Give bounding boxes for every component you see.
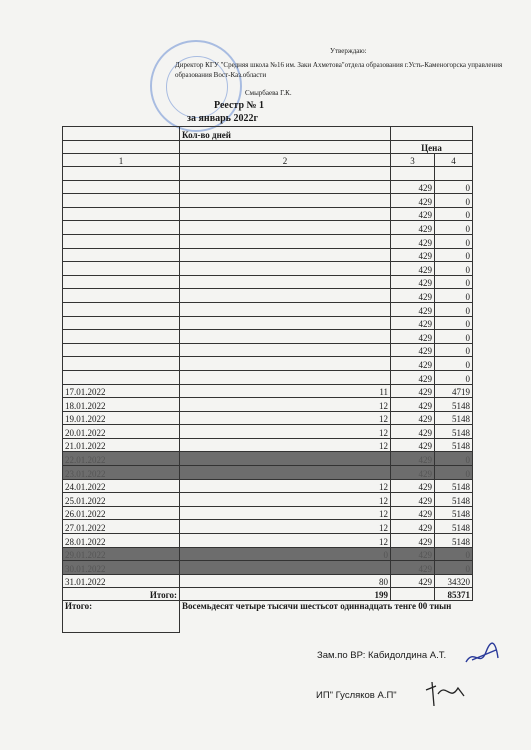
date-cell: [63, 221, 180, 235]
price-cell: 429: [391, 398, 435, 412]
days-cell: 12: [180, 398, 391, 412]
price-cell: 429: [391, 194, 435, 208]
date-cell: 23.01.2022: [63, 466, 180, 480]
days-cell: 12: [180, 425, 391, 439]
days-cell: [180, 343, 391, 357]
handwritten-signature: [420, 676, 470, 710]
date-cell: 29.01.2022: [63, 547, 180, 561]
column-number: 1: [63, 154, 180, 167]
days-cell: [180, 289, 391, 303]
table-row: [63, 248, 473, 262]
table-row: [63, 370, 473, 384]
table-row: [63, 180, 473, 194]
table-row: [63, 302, 473, 316]
date-cell: 24.01.2022: [63, 479, 180, 493]
date-cell: 25.01.2022: [63, 493, 180, 507]
table-row: [63, 343, 473, 357]
sum-cell: 5148: [435, 438, 473, 452]
days-cell: [180, 207, 391, 221]
table-row: [63, 479, 473, 493]
column-number: 3: [391, 154, 435, 167]
days-cell: 12: [180, 520, 391, 534]
days-cell: 80: [180, 574, 391, 588]
price-cell: 429: [391, 493, 435, 507]
sum-cell: 0: [435, 262, 473, 276]
price-cell: 429: [391, 506, 435, 520]
sum-cell: 5148: [435, 398, 473, 412]
days-cell: [180, 466, 391, 480]
table-header-row: [63, 141, 473, 154]
sum-cell: 5148: [435, 520, 473, 534]
price-cell: 429: [391, 221, 435, 235]
days-cell: [180, 357, 391, 371]
days-cell: 12: [180, 493, 391, 507]
table-row: [63, 275, 473, 289]
days-cell: 12: [180, 479, 391, 493]
date-cell: 31.01.2022: [63, 574, 180, 588]
price-cell: 429: [391, 520, 435, 534]
table-row: [63, 384, 473, 398]
registry-table: [62, 126, 473, 633]
price-cell: 429: [391, 180, 435, 194]
date-cell: [63, 262, 180, 276]
table-row: [63, 330, 473, 344]
date-cell: [63, 370, 180, 384]
sum-cell: 0: [435, 330, 473, 344]
table-row: [63, 520, 473, 534]
sum-cell: 0: [435, 466, 473, 480]
header-cell: [63, 141, 180, 154]
table-row: [63, 493, 473, 507]
date-cell: 27.01.2022: [63, 520, 180, 534]
table-row: [63, 425, 473, 439]
days-cell: 12: [180, 438, 391, 452]
table-row: [63, 411, 473, 425]
sum-cell: 0: [435, 234, 473, 248]
sum-cell: 0: [435, 275, 473, 289]
price-cell: 429: [391, 330, 435, 344]
days-cell: [180, 180, 391, 194]
sum-in-words-row: [63, 601, 473, 633]
table-row: [63, 194, 473, 208]
days-cell: [180, 370, 391, 384]
table-row: [63, 452, 473, 466]
date-cell: 21.01.2022: [63, 438, 180, 452]
days-cell: [180, 316, 391, 330]
sum-words: Восемьдесят четыре тысячи шестьсот одиннадцать тенге 00 тиын: [180, 601, 473, 633]
registry-title: Реестр № 1: [214, 100, 265, 111]
sum-cell: 34320: [435, 574, 473, 588]
price-cell: 429: [391, 411, 435, 425]
price-cell: 429: [391, 561, 435, 575]
date-cell: [63, 289, 180, 303]
price-cell: 429: [391, 357, 435, 371]
price-cell: 429: [391, 534, 435, 548]
date-cell: [63, 302, 180, 316]
days-cell: [180, 248, 391, 262]
sum-cell: 0: [435, 221, 473, 235]
table-row: [63, 561, 473, 575]
table-row: [63, 534, 473, 548]
date-cell: [63, 343, 180, 357]
price-cell: 429: [391, 207, 435, 221]
date-cell: 28.01.2022: [63, 534, 180, 548]
price-cell: 429: [391, 574, 435, 588]
director-name: Смырбаева Г.К.: [245, 89, 292, 97]
table-row: [63, 398, 473, 412]
table-row: [63, 207, 473, 221]
days-cell: [180, 221, 391, 235]
sum-cell: 0: [435, 370, 473, 384]
date-cell: [63, 207, 180, 221]
date-cell: 20.01.2022: [63, 425, 180, 439]
date-cell: [63, 180, 180, 194]
price-cell: 429: [391, 262, 435, 276]
header-days: Кол-во дней: [180, 127, 391, 141]
price-cell: 429: [391, 302, 435, 316]
days-cell: [180, 262, 391, 276]
price-cell: [391, 167, 435, 181]
header-blank: [391, 127, 473, 141]
sum-cell: 0: [435, 357, 473, 371]
price-cell: 429: [391, 289, 435, 303]
days-cell: 12: [180, 506, 391, 520]
table-row: [63, 316, 473, 330]
column-number-row: [63, 154, 473, 167]
sum-label: Итого:: [63, 601, 180, 633]
sum-cell: 5148: [435, 534, 473, 548]
total-label: Итого:: [63, 588, 180, 601]
handwritten-signature: [462, 640, 502, 670]
days-cell: [180, 194, 391, 208]
total-days: 199: [180, 588, 391, 601]
total-blank: [391, 588, 435, 601]
price-cell: 429: [391, 425, 435, 439]
date-cell: [63, 316, 180, 330]
total-row: [63, 588, 473, 601]
date-cell: 19.01.2022: [63, 411, 180, 425]
date-cell: 18.01.2022: [63, 398, 180, 412]
table-row: [63, 466, 473, 480]
sum-cell: 5148: [435, 479, 473, 493]
price-cell: 429: [391, 248, 435, 262]
sum-cell: 0: [435, 302, 473, 316]
date-cell: [63, 357, 180, 371]
sum-cell: 0: [435, 207, 473, 221]
days-cell: 12: [180, 534, 391, 548]
table-row: [63, 547, 473, 561]
table-row: [63, 234, 473, 248]
ip-signature-line: ИП" Гусляков А.П": [316, 690, 397, 701]
column-number: 4: [435, 154, 473, 167]
table-row: [63, 357, 473, 371]
sum-cell: 4719: [435, 384, 473, 398]
table-row: [63, 167, 473, 181]
sum-cell: 0: [435, 547, 473, 561]
sum-cell: 0: [435, 194, 473, 208]
sum-cell: 5148: [435, 411, 473, 425]
days-cell: 11: [180, 384, 391, 398]
sum-cell: 5148: [435, 493, 473, 507]
sum-cell: 5148: [435, 425, 473, 439]
date-cell: 30.01.2022: [63, 561, 180, 575]
sum-cell: 0: [435, 561, 473, 575]
price-cell: 429: [391, 370, 435, 384]
days-cell: [180, 452, 391, 466]
table-header-row: [63, 127, 473, 141]
date-cell: 26.01.2022: [63, 506, 180, 520]
sum-cell: 0: [435, 316, 473, 330]
price-cell: 429: [391, 547, 435, 561]
table-row: [63, 289, 473, 303]
price-cell: 429: [391, 466, 435, 480]
date-cell: 17.01.2022: [63, 384, 180, 398]
date-cell: [63, 234, 180, 248]
header-cell: [63, 127, 180, 141]
date-cell: [63, 167, 180, 181]
date-cell: 22.01.2022: [63, 452, 180, 466]
date-cell: [63, 275, 180, 289]
sum-cell: [435, 167, 473, 181]
days-cell: [180, 302, 391, 316]
table-row: [63, 438, 473, 452]
date-cell: [63, 330, 180, 344]
table-row: [63, 506, 473, 520]
table-row: [63, 574, 473, 588]
sum-cell: 0: [435, 248, 473, 262]
sum-cell: 0: [435, 343, 473, 357]
price-cell: 429: [391, 438, 435, 452]
column-number: 2: [180, 154, 391, 167]
days-cell: [180, 561, 391, 575]
price-cell: 429: [391, 479, 435, 493]
approve-label: Утверждаю:: [330, 47, 367, 55]
price-cell: 429: [391, 234, 435, 248]
header-cell: [180, 141, 391, 154]
days-cell: 12: [180, 411, 391, 425]
table-row: [63, 221, 473, 235]
days-cell: 0: [180, 547, 391, 561]
table-row: [63, 262, 473, 276]
date-cell: [63, 194, 180, 208]
director-text: Директор КГУ "Средняя школа №16 им. Заки Ахметова"отдела образования г.Усть-Каменогорска управления образования Вост-Каз.области: [175, 61, 503, 79]
sum-cell: 5148: [435, 506, 473, 520]
price-cell: 429: [391, 275, 435, 289]
days-cell: [180, 234, 391, 248]
price-cell: 429: [391, 452, 435, 466]
price-cell: 429: [391, 343, 435, 357]
days-cell: [180, 275, 391, 289]
sum-cell: 0: [435, 289, 473, 303]
price-cell: 429: [391, 316, 435, 330]
date-cell: [63, 248, 180, 262]
days-cell: [180, 330, 391, 344]
deputy-signature-line: Зам.по ВР: Кабидолдина А.Т.: [317, 650, 447, 661]
days-cell: [180, 167, 391, 181]
sum-cell: 0: [435, 452, 473, 466]
header-price: Цена: [391, 141, 473, 154]
price-cell: 429: [391, 384, 435, 398]
registry-period: за январь 2022г: [187, 113, 258, 124]
total-sum: 85371: [435, 588, 473, 601]
sum-cell: 0: [435, 180, 473, 194]
